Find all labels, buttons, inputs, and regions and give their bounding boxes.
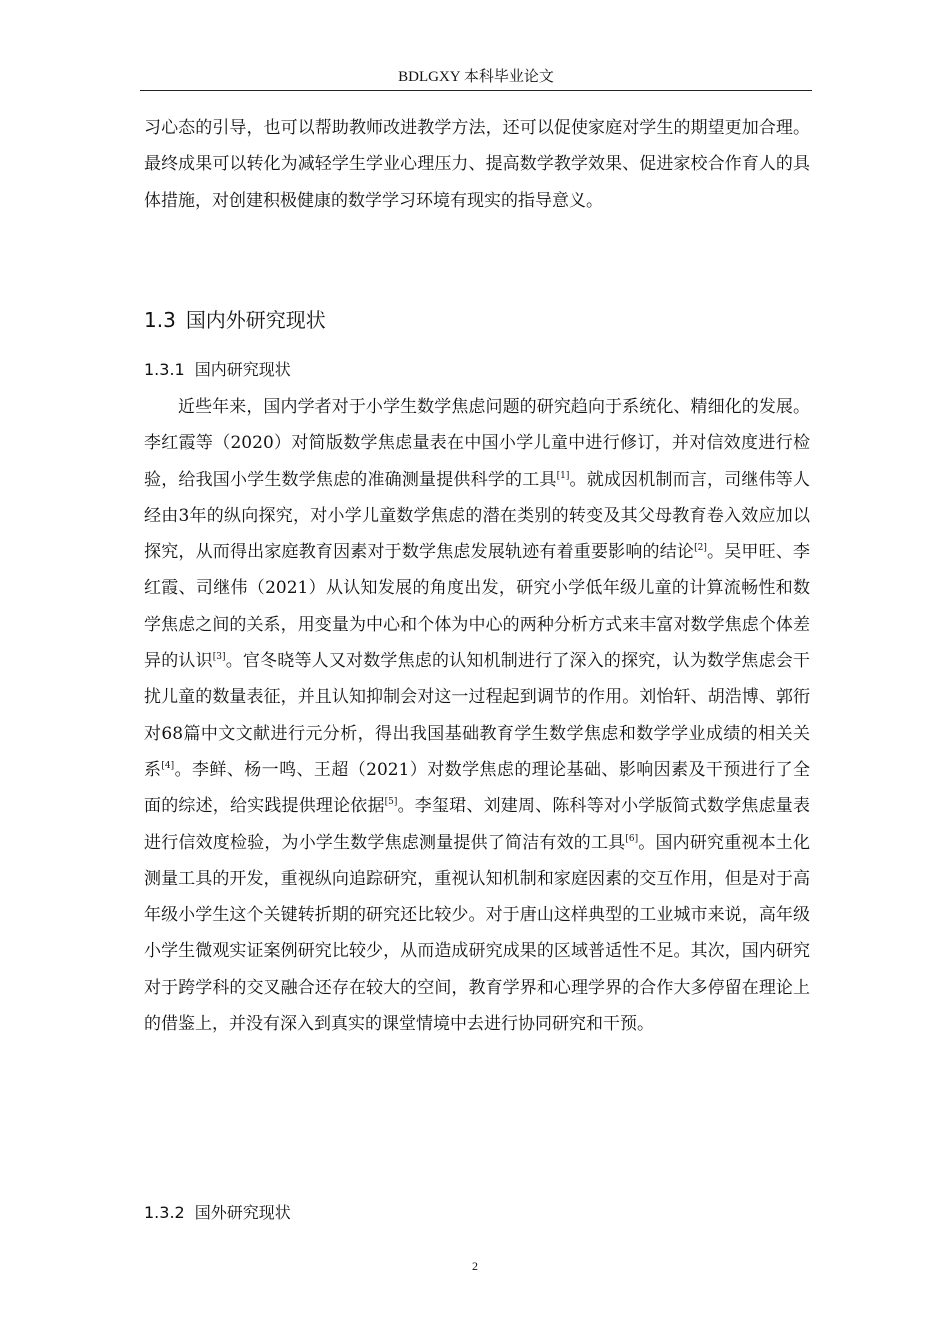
citation-ref: [5]	[384, 797, 398, 808]
subsection-title: 国内研究现状	[194, 360, 291, 379]
paragraph-text: 。就成因机制而言，司继伟等人经由3年的纵向探究，对小学儿童数学焦虑的潜在类别的转变及其父母教育卷入效应加以探究，从而得出家庭教育因素对于数学焦虑发展轨迹有着重要影响的结论	[144, 469, 810, 563]
citation-ref: [1]	[556, 470, 570, 481]
section-heading-1-3	[144, 305, 326, 335]
header-divider	[140, 90, 812, 91]
subsection-number: 1.3.2	[144, 1203, 185, 1222]
citation-ref: [4]	[161, 760, 175, 771]
subsection-heading-1-3-1	[144, 357, 291, 383]
section-number: 1.3	[144, 308, 176, 332]
page-number: 2	[472, 1259, 478, 1273]
paragraph-text: 。李鲜、杨一鸣、王超（2021）对数学焦虑的理论基础、影响因素及干预进行了全面的综述，给实践提供理论依据	[144, 759, 811, 817]
paragraph-text: 。国内研究重视本土化测量工具的开发，重视纵向追踪研究，重视认知机制和家庭因素的交互作用，但是对于高年级小学生这个关键转折期的研究还比较少。对于唐山这样典型的工业城市来说，高年级小学生微观实证案例研究比较少，从而造成研究成果的区域普适性不足。其次，国内研究对于跨学科的交叉融合还存在较大的空间，教育学界和心理学界的合作大多停留在理论上的借鉴上，并没有深入到真实的课堂情境中去进行协同研究和干预。	[144, 832, 811, 1035]
paragraph-text: 。李玺珺、刘建周、陈科等对小学版简式数学焦虑量表进行信效度检验，为小学生数学焦虑测量提供了简洁有效的工具	[144, 796, 810, 853]
section-title: 国内外研究现状	[185, 308, 326, 332]
paragraph-text: 近些年来，国内学者对于小学生数学焦虑问题的研究趋向于系统化、精细化的发展。李红霞等（2020）对简版数学焦虑量表在中国小学儿童中进行修订，并对信效度进行检验，给我国小学生数学焦虑的准确测量提供科学的工具	[144, 397, 810, 490]
subsection-heading-1-3-2	[144, 1200, 291, 1226]
citation-ref: [2]	[694, 543, 707, 554]
citation-ref: [6]	[625, 833, 639, 844]
body-paragraph: 习心态的引导，也可以帮助教师改进教学方法，还可以促使家庭对学生的期望更加合理。最终成果可以转化为减轻学生学业心理压力、提高数学教学效果、促进家校合作育人的具体措施，对创建积极健康的数学学习环境有现实的指导意义。	[144, 118, 810, 211]
citation-ref: [3]	[212, 652, 226, 663]
body-paragraph-domestic-research	[144, 389, 810, 1042]
subsection-number: 1.3.1	[144, 360, 185, 379]
subsection-title: 国外研究现状	[194, 1203, 291, 1222]
running-header: BDLGXY 本科毕业论文	[398, 69, 554, 85]
paragraph-text: 。官冬晓等人又对数学焦虑的认知机制进行了深入的探究，认为数学焦虑会干扰儿童的数量表征，并且认知抑制会对这一过程起到调节的作用。刘怡轩、胡浩博、郭衎对68篇中文文献进行元分析，得出我国基础教育学生数学焦虑和数学学业成绩的相关关系	[144, 651, 811, 780]
paragraph-text: 。吴甲旺、李红霞、司继伟（2021）从认知发展的角度出发，研究小学低年级儿童的计算流畅性和数学焦虑之间的关系，用变量为中心和个体为中心的两种分析方式来丰富对数学焦虑个体差异的认识	[144, 542, 811, 672]
